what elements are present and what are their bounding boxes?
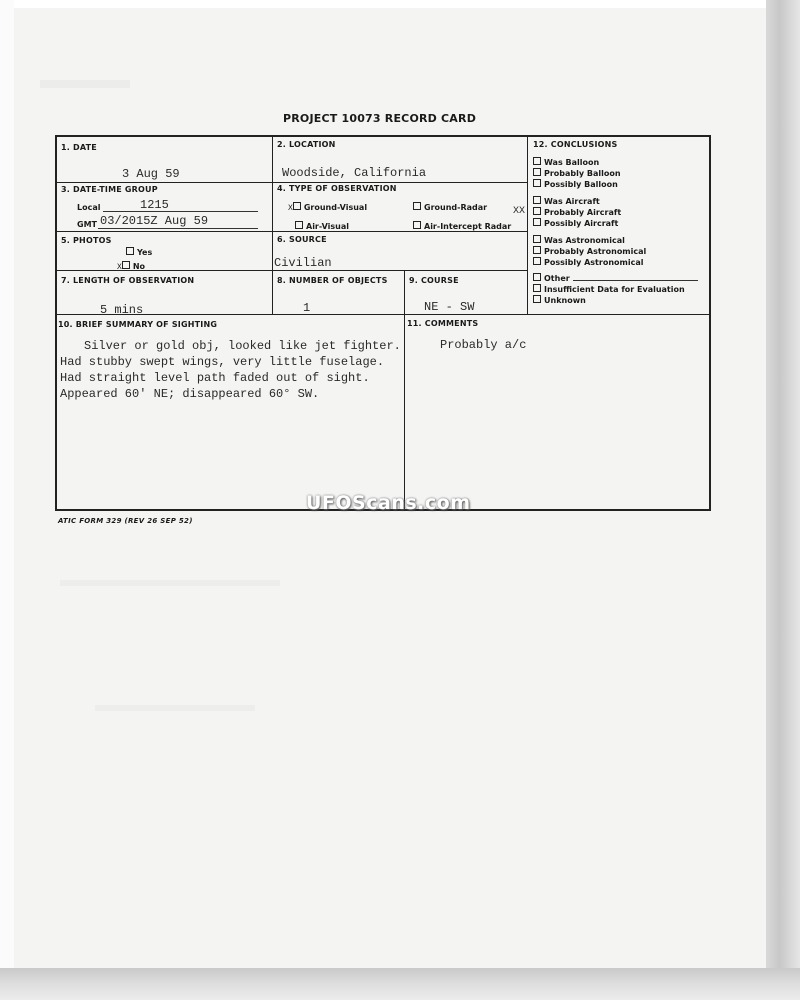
bleed-through-mark	[40, 80, 130, 88]
checkbox-icon	[413, 221, 421, 229]
conclusion-group-balloon	[533, 157, 621, 190]
local-label: Local	[77, 203, 101, 212]
checkbox-icon	[533, 157, 541, 165]
location-label: 2. LOCATION	[277, 140, 336, 149]
type-of-observation-label: 4. TYPE OF OBSERVATION	[277, 184, 397, 193]
conclusion-option: Other	[533, 273, 698, 284]
date-label: 1. DATE	[61, 143, 97, 152]
local-value: 1215	[140, 198, 169, 212]
summary-line: Appeared 60' NE; disappeared 60° SW.	[60, 387, 320, 401]
checkbox-icon	[533, 295, 541, 303]
air-intercept-radar-option: Air-Intercept Radar	[413, 221, 511, 231]
checkbox-icon	[533, 218, 541, 226]
divider	[57, 182, 528, 183]
checkbox-icon	[413, 202, 421, 210]
scan-edge-right	[766, 0, 800, 1000]
comments-value: Probably a/c	[440, 338, 527, 352]
conclusion-option: Possibly Balloon	[533, 179, 621, 190]
photos-no-option: X No	[117, 262, 146, 272]
conclusion-group-astronomical	[533, 235, 646, 268]
conclusion-option: Probably Astronomical	[533, 246, 646, 257]
photos-no-mark: X	[117, 263, 122, 272]
length-of-observation-label: 7. LENGTH OF OBSERVATION	[61, 276, 195, 285]
checkbox-icon	[533, 196, 541, 204]
checkbox-icon	[533, 168, 541, 176]
checkbox-icon	[533, 179, 541, 187]
ground-radar-option: Ground-Radar	[413, 202, 487, 212]
source-value: Civilian	[274, 256, 332, 270]
conclusions-label: 12. CONCLUSIONS	[533, 140, 618, 149]
checkbox-icon	[533, 284, 541, 292]
location-value: Woodside, California	[282, 166, 427, 180]
page-margin-left	[0, 0, 14, 1000]
conclusion-option: Probably Aircraft	[533, 207, 621, 218]
checkbox-icon	[533, 235, 541, 243]
conclusion-option: Was Balloon	[533, 157, 621, 168]
watermark: UFOScans.com	[306, 492, 471, 514]
summary-line: Had stubby swept wings, very little fuselage.	[60, 355, 385, 369]
bleed-through-mark	[95, 705, 255, 711]
date-value: 3 Aug 59	[122, 167, 180, 181]
document-title: PROJECT 10073 RECORD CARD	[283, 112, 477, 125]
checkbox-icon	[122, 261, 130, 269]
length-of-observation-value: 5 mins	[100, 303, 144, 317]
divider	[527, 137, 528, 315]
summary-line: Silver or gold obj, looked like jet fighter.	[84, 339, 401, 353]
source-label: 6. SOURCE	[277, 235, 327, 244]
gmt-underline	[98, 228, 258, 229]
form-number: ATIC FORM 329 (REV 26 SEP 52)	[58, 517, 193, 525]
air-visual-option: Air-Visual	[295, 221, 349, 231]
divider	[404, 270, 405, 511]
checkbox-icon	[533, 207, 541, 215]
conclusion-option: Possibly Aircraft	[533, 218, 621, 229]
summary-text	[60, 338, 401, 402]
conclusion-option: Possibly Astronomical	[533, 257, 646, 268]
conclusion-option: Insufficient Data for Evaluation	[533, 284, 698, 295]
number-of-objects-label: 8. NUMBER OF OBJECTS	[277, 276, 388, 285]
checkbox-icon	[126, 247, 134, 255]
course-label: 9. COURSE	[409, 276, 459, 285]
summary-line: Had straight level path faded out of sight.	[60, 371, 370, 385]
date-time-group-label: 3. DATE-TIME GROUP	[61, 185, 158, 194]
checkbox-icon	[295, 221, 303, 229]
ground-visual-option: X Ground-Visual	[288, 203, 368, 213]
divider	[57, 314, 709, 315]
photos-label: 5. PHOTOS	[61, 236, 112, 245]
gmt-value: 03/2015Z Aug 59	[100, 214, 209, 228]
conclusion-option: Unknown	[533, 295, 698, 306]
local-underline	[103, 211, 258, 212]
conclusion-option: Was Aircraft	[533, 196, 621, 207]
ground-visual-mark: X	[288, 204, 293, 213]
checkbox-icon	[293, 202, 301, 210]
summary-label: 10. BRIEF SUMMARY OF SIGHTING	[58, 320, 218, 329]
checkbox-icon	[533, 257, 541, 265]
checkbox-icon	[533, 246, 541, 254]
conclusion-group-other	[533, 273, 698, 306]
comments-label: 11. COMMENTS	[407, 319, 479, 328]
divider	[272, 137, 273, 315]
scan-edge-bottom	[0, 968, 800, 1000]
conclusion-group-aircraft	[533, 196, 621, 229]
checkbox-icon	[533, 273, 541, 281]
course-value: NE - SW	[424, 300, 475, 314]
photos-yes-option: Yes	[126, 247, 152, 257]
probably-aircraft-mark: XX	[513, 206, 526, 217]
bleed-through-mark	[60, 580, 280, 586]
gmt-label: GMT	[77, 220, 97, 229]
number-of-objects-value: 1	[303, 301, 311, 315]
conclusion-option: Probably Balloon	[533, 168, 621, 179]
conclusion-option: Was Astronomical	[533, 235, 646, 246]
divider	[57, 231, 528, 232]
